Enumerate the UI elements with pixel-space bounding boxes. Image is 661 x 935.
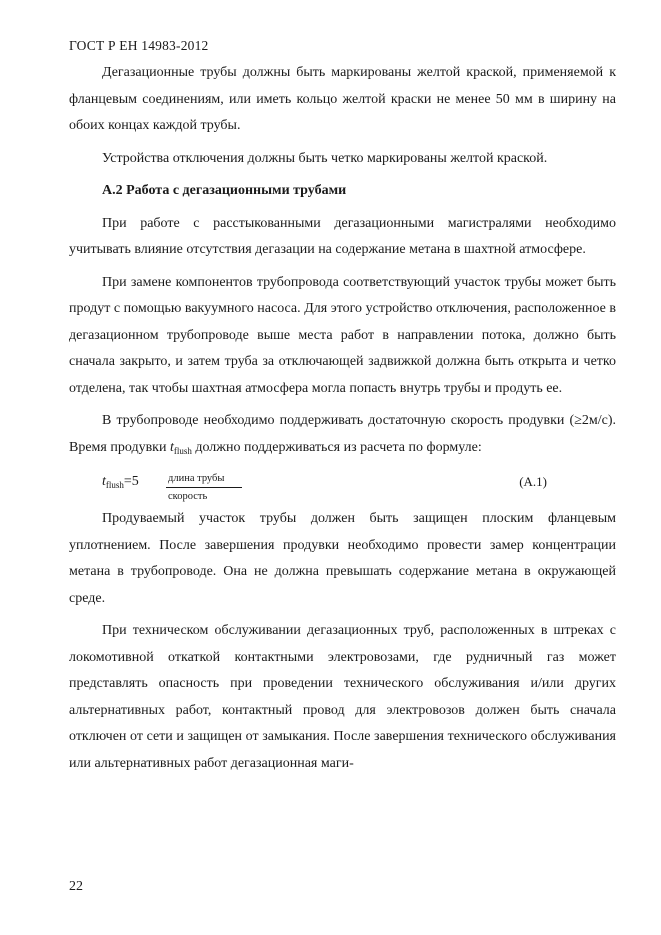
paragraph-marking: Дегазационные трубы должны быть маркированы желтой краской, применяемой к фланцевым соединениям, или иметь кольцо желтой краски не менее 50 мм в ширину на обоих концах каждой трубы. bbox=[69, 65, 616, 133]
formula-t-symbol: t bbox=[102, 474, 106, 489]
formula-lhs bbox=[102, 472, 139, 495]
section-heading: А.2 Работа с дегазационными трубами bbox=[102, 183, 347, 198]
formula-number: (A.1) bbox=[519, 474, 547, 489]
purge-time-symbol: t bbox=[169, 439, 174, 455]
paragraph-component-replacement: При замене компонентов трубопровода соответствующий участок трубы может быть продут с помощью вакуумного насоса. Для этого устройство отключения, расположенное в дегазационном трубопроводе выше места работ в направлении потока, должно быть сначала закрыто, и затем труба за отключающей задвижкой должна быть открыта и четко отделена, так чтобы шахтная атмосфера могла попасть внутрь трубы и продуть ее. bbox=[69, 274, 616, 396]
purge-speed-text-b: должно поддерживаться из расчета по формуле: bbox=[191, 439, 482, 455]
document-body bbox=[69, 60, 616, 783]
formula-fraction bbox=[166, 472, 242, 504]
page-number: 22 bbox=[69, 879, 83, 894]
formula-a1 bbox=[69, 470, 616, 504]
formula-t-subscript: flush bbox=[105, 480, 124, 490]
formula-numerator: длина трубы bbox=[166, 472, 242, 488]
purge-speed-text-a: В трубопроводе необходимо поддерживать достаточную скорость продувки (≥2м/с). Время продувки bbox=[69, 413, 616, 455]
paragraph-shutoff-marking: Устройства отключения должны быть четко маркированы желтой краской. bbox=[102, 150, 548, 166]
paragraph-disconnected-lines: При работе с расстыкованными дегазационными магистралями необходимо учитывать влияние отсутствия дегазации на содержание метана в шахтной атмосфере. bbox=[69, 215, 616, 257]
paragraph-purge-speed bbox=[69, 408, 616, 464]
formula-equals: =5 bbox=[123, 474, 139, 489]
document-header: ГОСТ Р ЕН 14983-2012 bbox=[69, 38, 209, 53]
formula-denominator: скорость bbox=[168, 491, 208, 502]
paragraph-maintenance: При техническом обслуживании дегазационных труб, расположенных в штреках с локомотивной откаткой контактными электровозами, где рудничный газ может представлять опасность при проведении технического обслуживания и/или других альтернативных работ, контактный провод для электровозов должен быть сначала отключен от сети и защищен от замыкания. После завершения технического обслуживания или альтернативных работ дегазационная маги- bbox=[69, 623, 616, 771]
purge-time-subscript: flush bbox=[173, 445, 192, 456]
paragraph-flange-seal: Продуваемый участок трубы должен быть защищен плоским фланцевым уплотнением. После завершения продувки необходимо провести замер концентрации метана в трубопроводе. Она не должна превышать содержание метана в окружающей среде. bbox=[69, 511, 616, 606]
